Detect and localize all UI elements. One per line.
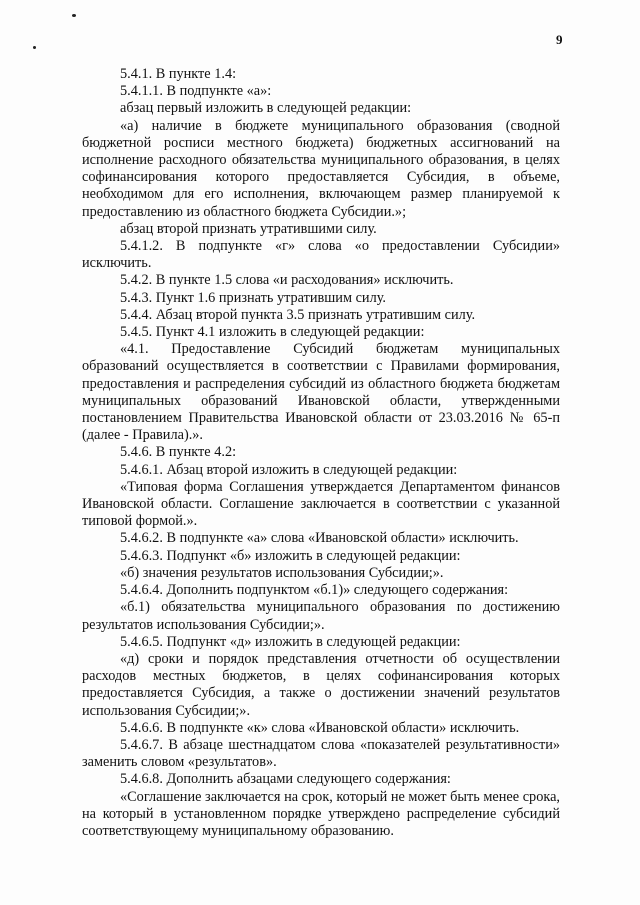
paragraph: 5.4.4. Абзац второй пункта 3.5 признать утратившим силу. (120, 306, 476, 323)
paragraph: абзац первый изложить в следующей редакции: (120, 100, 412, 117)
scan-speck (72, 14, 76, 17)
paragraph: «б) значения результатов использования Субсидии;». (120, 564, 444, 581)
paragraph: 5.4.6.1. Абзац второй изложить в следующей редакции: (120, 461, 458, 478)
paragraph: «Соглашение заключается на срок, который не может быть менее срока, на который в установленном порядке утверждено распределение субсидий соответствующему муниципальному образованию. (82, 788, 560, 839)
paragraph: 5.4.2. В пункте 1.5 слова «и расходования» исключить. (120, 272, 454, 289)
paragraph: 5.4.1. В пункте 1.4: (120, 66, 237, 82)
paragraph: 5.4.6. В пункте 4.2: (120, 444, 237, 461)
scan-speck (33, 46, 36, 49)
paragraph: 5.4.6.6. В подпункте «к» слова «Ивановской области» исключить. (120, 719, 520, 736)
paragraph: 5.4.6.4. Дополнить подпунктом «б.1)» следующего содержания: (120, 582, 509, 599)
paragraph: 5.4.1.1. В подпункте «а»: (120, 83, 272, 100)
paragraph: «д) сроки и порядок представления отчетности об осуществлении расходов местных бюджетов, в целях софинансирования которых предоставляется Субсидия, а также о достижении значений результатов использования Субсидии;». (82, 650, 560, 719)
paragraph: 5.4.5. Пункт 4.1 изложить в следующей редакции: (120, 324, 425, 341)
page-number: 9 (556, 32, 563, 47)
paragraph: «4.1. Предоставление Субсидий бюджетам муниципальных образований осуществляется в соответствии с Правилами формирования, предоставления и распределения субсидий из областного бюджета бюджетам муниципальных образований Ивановской области, утвержденными постановлением Правительства Ивановской области от 23.03.2016 № 65-п (далее - Правила).». (82, 341, 560, 444)
paragraph: «б.1) обязательства муниципального образования по достижению результатов использования Субсидии;». (82, 599, 560, 633)
paragraph: 5.4.6.3. Подпункт «б» изложить в следующей редакции: (120, 547, 461, 564)
paragraph: «Типовая форма Соглашения утверждается Департаментом финансов Ивановской области. Соглашение заключается в соответствии с указанной типовой формой.». (82, 478, 560, 530)
paragraph: абзац второй признать утратившими силу. (120, 220, 377, 237)
paragraph: 5.4.6.5. Подпункт «д» изложить в следующей редакции: (120, 633, 461, 650)
paragraph: 5.4.6.7. В абзаце шестнадцатом слова «показателей результативности» заменить словом «результатов». (82, 736, 560, 771)
paragraph: 5.4.6.8. Дополнить абзацами следующего содержания: (120, 771, 451, 788)
document-body (82, 66, 560, 840)
paragraph: «а) наличие в бюджете муниципального образования (сводной бюджетной росписи местного бюджета) бюджетных ассигнований на исполнение расходного обязательства муниципального образования, в целях софинансирования которого предоставляется Субсидия, в объеме, необходимом для его исполнения, включающем размер планируемой к предоставлению из областного бюджета Субсидии.»; (82, 117, 560, 220)
paragraph: 5.4.6.2. В подпункте «а» слова «Ивановской области» исключить. (120, 530, 519, 547)
paragraph: 5.4.3. Пункт 1.6 признать утратившим силу. (120, 289, 387, 306)
paragraph: 5.4.1.2. В подпункте «г» слова «о предоставлении Субсидии» исключить. (82, 238, 560, 272)
